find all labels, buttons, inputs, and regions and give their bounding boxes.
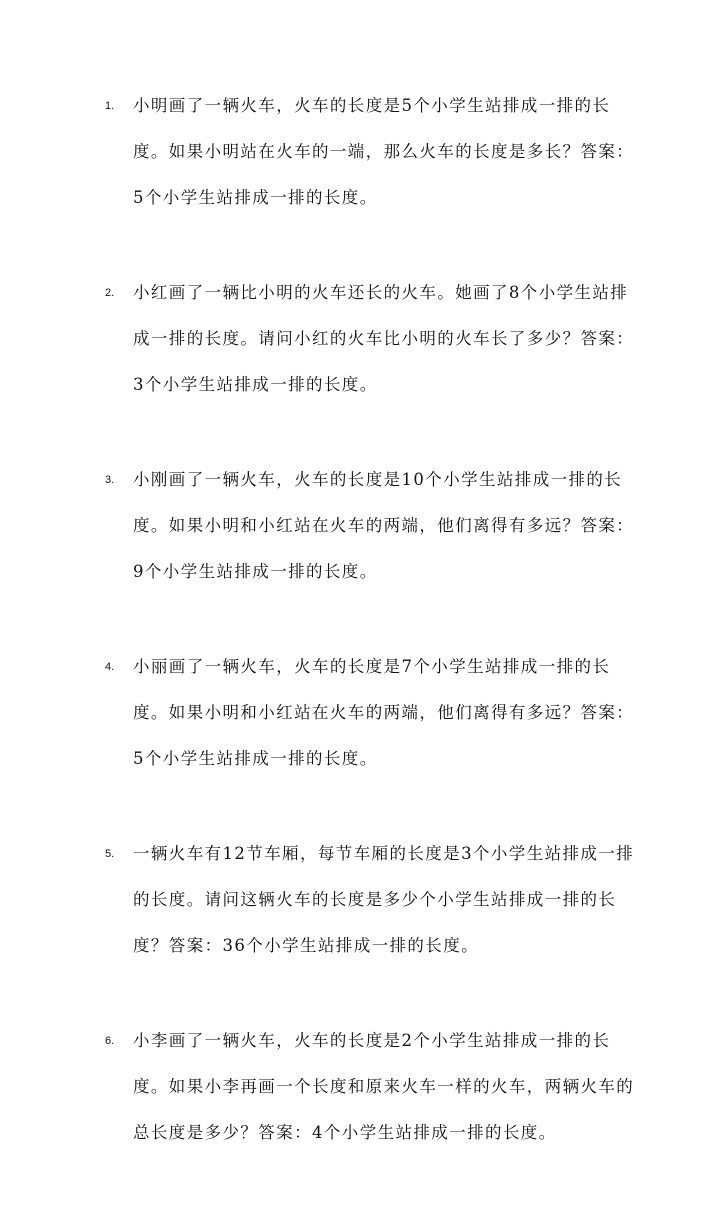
question-list [105, 83, 645, 1205]
question-item-6 [105, 1018, 645, 1156]
question-item-5 [105, 831, 645, 969]
question-number: 3. [105, 474, 115, 486]
question-number: 6. [105, 1035, 115, 1047]
question-text: 小明画了一辆火车，火车的长度是5个小学生站排成一排的长度。如果小明站在火车的一端，那么火车的长度是多长？答案：5个小学生站排成一排的长度。 [133, 96, 635, 207]
question-text: 小丽画了一辆火车，火车的长度是7个小学生站排成一排的长度。如果小明和小红站在火车的两端，他们离得有多远？答案：5个小学生站排成一排的长度。 [133, 657, 635, 768]
question-number: 4. [105, 661, 115, 673]
question-item-1 [105, 83, 645, 221]
question-number: 2. [105, 287, 115, 299]
question-number: 1. [105, 100, 115, 112]
question-item-4 [105, 644, 645, 782]
question-text: 小红画了一辆比小明的火车还长的火车。她画了8个小学生站排成一排的长度。请问小红的火车比小明的火车长了多少？答案：3个小学生站排成一排的长度。 [133, 283, 635, 394]
question-item-3 [105, 457, 645, 595]
question-number: 5. [105, 848, 115, 860]
question-item-2 [105, 270, 645, 408]
question-text: 一辆火车有12节车厢，每节车厢的长度是3个小学生站排成一排的长度。请问这辆火车的长度是多少个小学生站排成一排的长度？答案：36个小学生站排成一排的长度。 [133, 844, 635, 955]
question-text: 小李画了一辆火车，火车的长度是2个小学生站排成一排的长度。如果小李再画一个长度和原来火车一样的火车，两辆火车的总长度是多少？答案：4个小学生站排成一排的长度。 [133, 1031, 635, 1142]
question-text: 小刚画了一辆火车，火车的长度是10个小学生站排成一排的长度。如果小明和小红站在火车的两端，他们离得有多远？答案：9个小学生站排成一排的长度。 [133, 470, 635, 581]
